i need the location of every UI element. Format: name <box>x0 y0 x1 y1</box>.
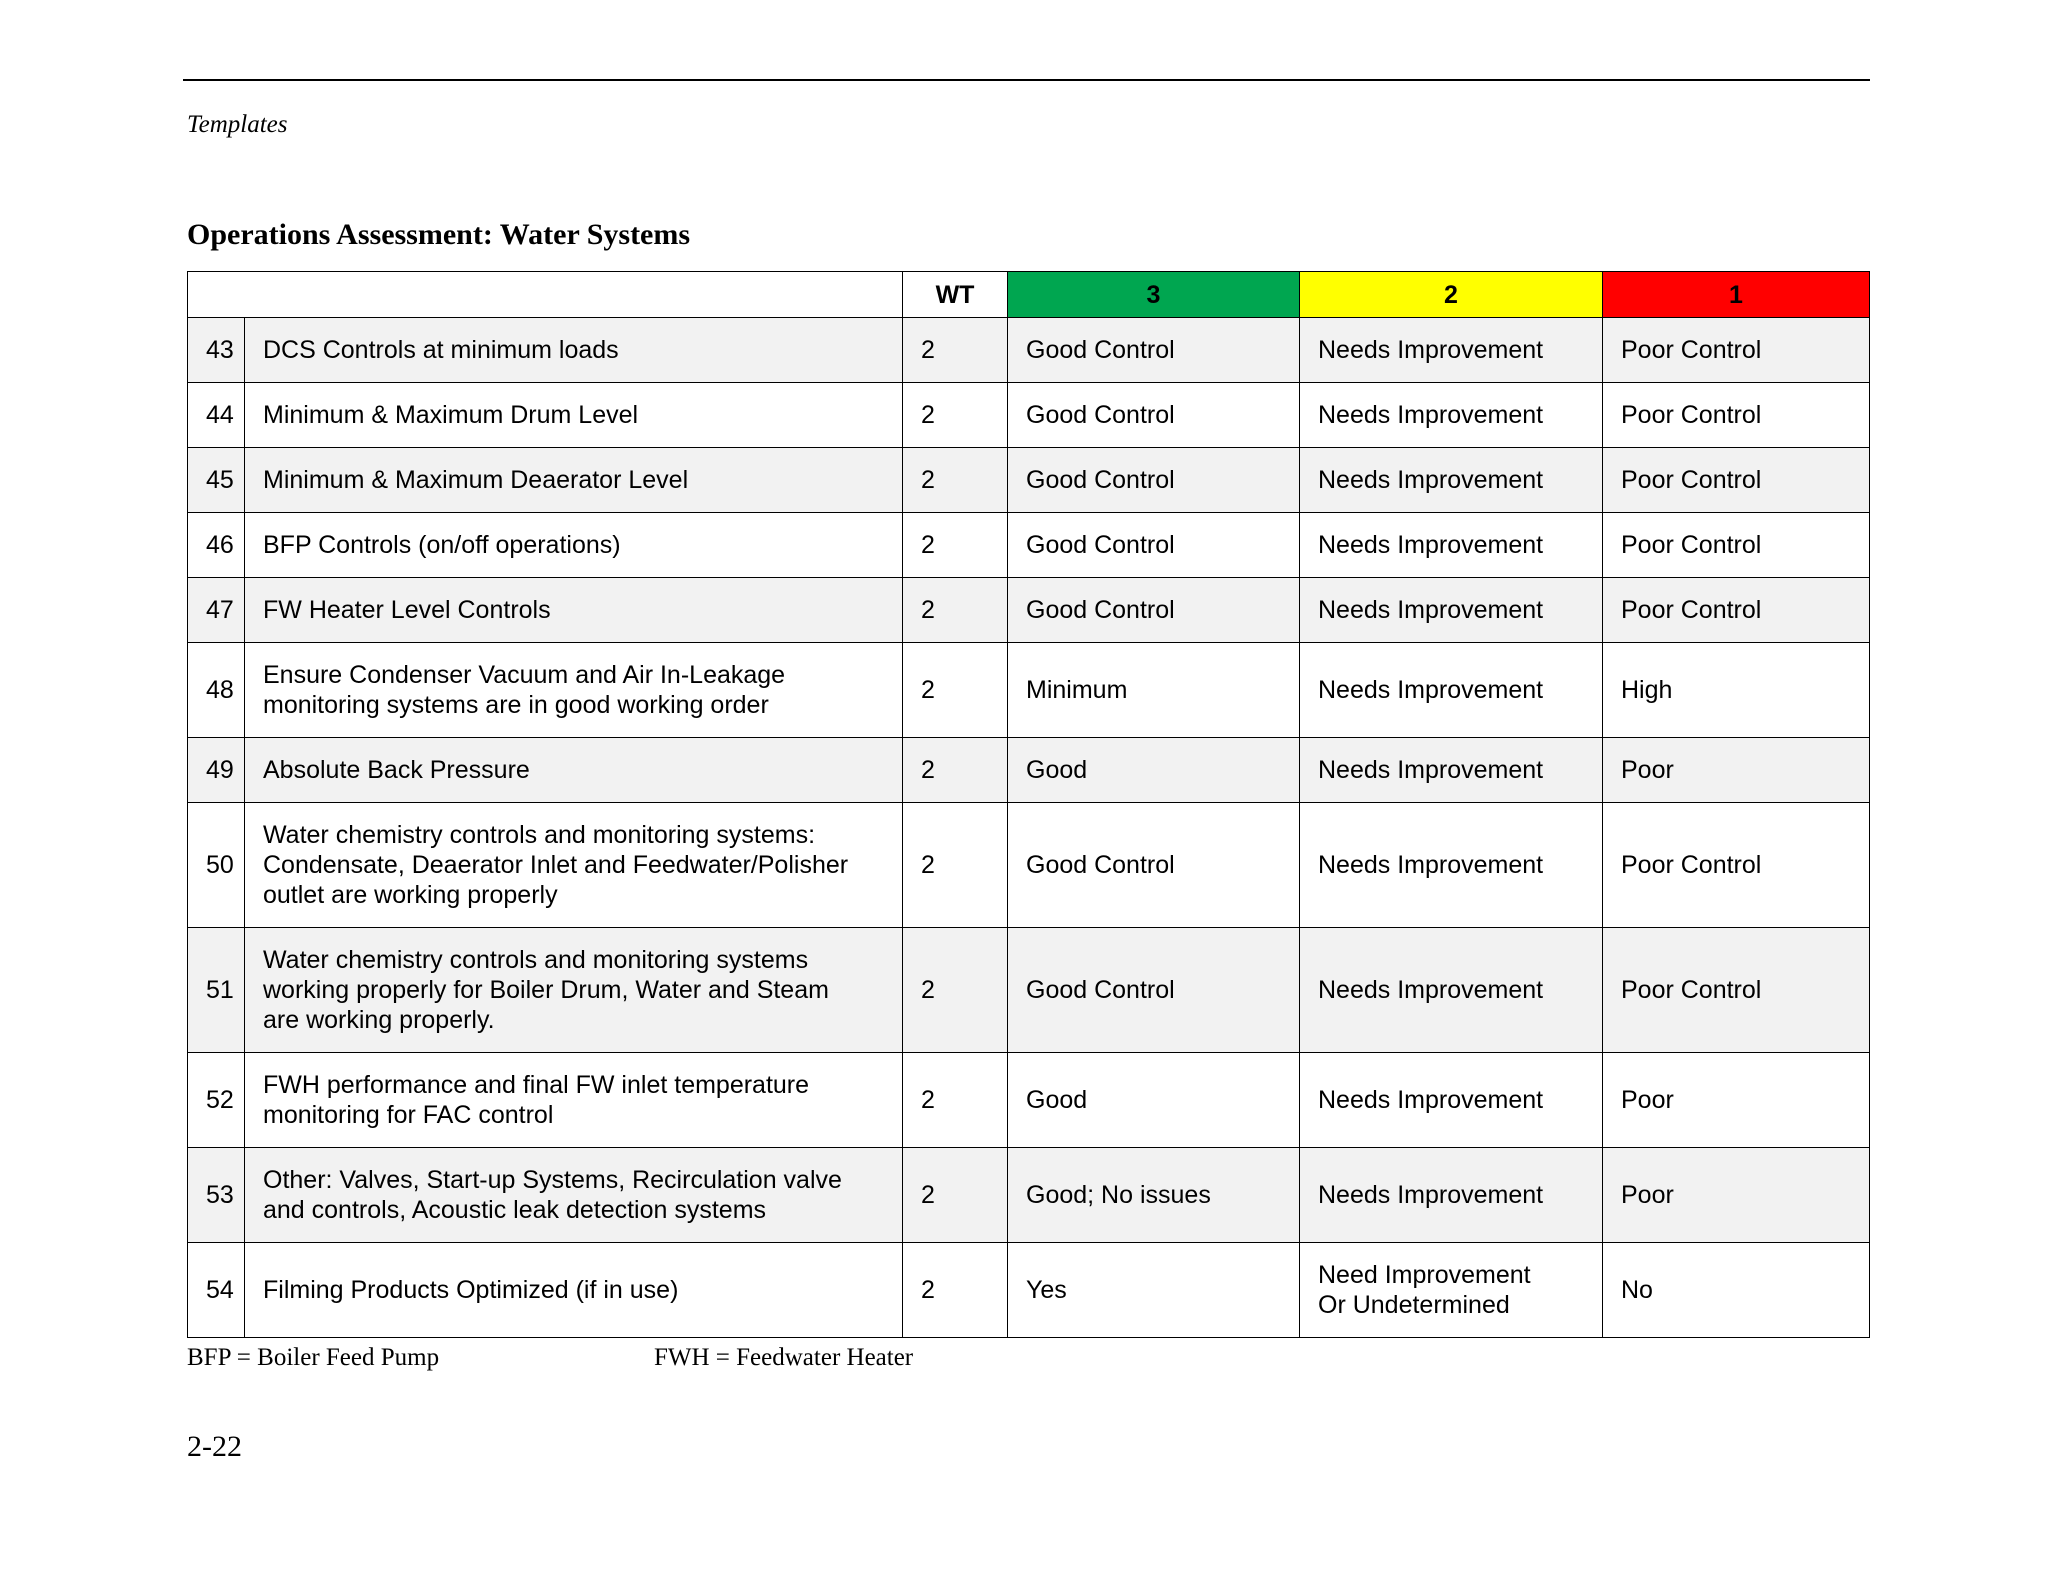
row-weight: 2 <box>903 578 1008 643</box>
row-number: 44 <box>188 383 245 448</box>
row-score-3: Good; No issues <box>1008 1148 1300 1243</box>
row-weight: 2 <box>903 643 1008 738</box>
row-score-3: Good Control <box>1008 383 1300 448</box>
assessment-table <box>187 271 1870 1338</box>
table-row <box>188 928 1870 1053</box>
footnote-bfp: BFP = Boiler Feed Pump <box>187 1344 440 1371</box>
row-score-3: Good Control <box>1008 578 1300 643</box>
row-weight: 2 <box>903 738 1008 803</box>
running-head: Templates <box>187 111 288 138</box>
table-row <box>188 1053 1870 1148</box>
table-row <box>188 738 1870 803</box>
row-score-2: Needs Improvement <box>1300 513 1603 578</box>
row-number: 53 <box>188 1148 245 1243</box>
row-weight: 2 <box>903 318 1008 383</box>
header-blank-cell <box>188 272 903 318</box>
row-score-2: Needs Improvement <box>1300 578 1603 643</box>
table-row <box>188 383 1870 448</box>
row-item-line: Condensate, Deaerator Inlet and Feedwater/Polisher <box>263 851 849 879</box>
row-score-2: Needs Improvement <box>1300 318 1603 383</box>
table-row <box>188 578 1870 643</box>
row-number: 45 <box>188 448 245 513</box>
header-score-3: 3 <box>1008 272 1300 318</box>
row-number: 52 <box>188 1053 245 1148</box>
row-score-3: Good Control <box>1008 928 1300 1053</box>
row-number: 47 <box>188 578 245 643</box>
row-weight: 2 <box>903 803 1008 928</box>
row-score-3: Minimum <box>1008 643 1300 738</box>
header-score-2: 2 <box>1300 272 1603 318</box>
table-row <box>188 643 1870 738</box>
row-score-1: No <box>1603 1243 1870 1338</box>
row-score-3: Good Control <box>1008 803 1300 928</box>
row-score-1: Poor Control <box>1603 383 1870 448</box>
header-wt: WT <box>903 272 1008 318</box>
row-weight: 2 <box>903 513 1008 578</box>
row-item: BFP Controls (on/off operations) <box>245 513 903 578</box>
row-item <box>245 1053 903 1148</box>
row-score-3: Good <box>1008 1053 1300 1148</box>
row-score-1: Poor Control <box>1603 448 1870 513</box>
table-row <box>188 513 1870 578</box>
row-item-line: Ensure Condenser Vacuum and Air In-Leakage <box>263 661 786 689</box>
row-item-line: and controls, Acoustic leak detection systems <box>263 1196 767 1224</box>
row-score-2: Needs Improvement <box>1300 1148 1603 1243</box>
table-row <box>188 1148 1870 1243</box>
row-number: 48 <box>188 643 245 738</box>
row-item-line: outlet are working properly <box>263 881 558 909</box>
row-score-3: Good <box>1008 738 1300 803</box>
page-title: Operations Assessment: Water Systems <box>187 218 691 251</box>
table-row <box>188 803 1870 928</box>
row-item: Minimum & Maximum Drum Level <box>245 383 903 448</box>
row-score-1: Poor Control <box>1603 513 1870 578</box>
table-header-row <box>188 272 1870 318</box>
row-item <box>245 803 903 928</box>
row-number: 54 <box>188 1243 245 1338</box>
row-item <box>245 928 903 1053</box>
row-score-2: Needs Improvement <box>1300 803 1603 928</box>
row-score-3: Good Control <box>1008 448 1300 513</box>
row-score-2-line: Need Improvement <box>1318 1261 1531 1289</box>
row-item-line: Water chemistry controls and monitoring systems <box>263 946 809 974</box>
row-item: Minimum & Maximum Deaerator Level <box>245 448 903 513</box>
row-score-1: High <box>1603 643 1870 738</box>
row-item-line: FWH performance and final FW inlet temperature <box>263 1071 810 1099</box>
row-score-3: Good Control <box>1008 318 1300 383</box>
row-item: Filming Products Optimized (if in use) <box>245 1243 903 1338</box>
row-item: FW Heater Level Controls <box>245 578 903 643</box>
row-score-1: Poor <box>1603 738 1870 803</box>
row-score-1: Poor Control <box>1603 928 1870 1053</box>
row-score-2: Needs Improvement <box>1300 738 1603 803</box>
row-score-1: Poor Control <box>1603 803 1870 928</box>
row-score-1: Poor Control <box>1603 578 1870 643</box>
row-number: 46 <box>188 513 245 578</box>
row-number: 49 <box>188 738 245 803</box>
row-item-line: monitoring systems are in good working order <box>263 691 769 719</box>
row-weight: 2 <box>903 1148 1008 1243</box>
table-row <box>188 448 1870 513</box>
row-score-2: Needs Improvement <box>1300 643 1603 738</box>
footnote-fwh: FWH = Feedwater Heater <box>654 1344 914 1371</box>
row-weight: 2 <box>903 383 1008 448</box>
row-item-line: working properly for Boiler Drum, Water and Steam <box>263 976 829 1004</box>
row-item-line: monitoring for FAC control <box>263 1101 554 1129</box>
row-weight: 2 <box>903 928 1008 1053</box>
row-score-2: Needs Improvement <box>1300 448 1603 513</box>
row-score-2 <box>1300 1243 1603 1338</box>
row-weight: 2 <box>903 1053 1008 1148</box>
row-number: 50 <box>188 803 245 928</box>
row-score-2: Needs Improvement <box>1300 1053 1603 1148</box>
row-item <box>245 643 903 738</box>
row-item-line: are working properly. <box>263 1006 495 1034</box>
table-row <box>188 318 1870 383</box>
row-score-1: Poor <box>1603 1148 1870 1243</box>
row-score-2: Needs Improvement <box>1300 383 1603 448</box>
row-score-3: Good Control <box>1008 513 1300 578</box>
row-score-2-line: Or Undetermined <box>1318 1291 1510 1319</box>
table-row <box>188 1243 1870 1338</box>
header-rule <box>183 79 1870 81</box>
row-item-line: Other: Valves, Start-up Systems, Recirculation valve <box>263 1166 842 1194</box>
row-number: 43 <box>188 318 245 383</box>
header-score-1: 1 <box>1603 272 1870 318</box>
row-item: Absolute Back Pressure <box>245 738 903 803</box>
row-item-line: Water chemistry controls and monitoring systems: <box>263 821 816 849</box>
row-score-1: Poor Control <box>1603 318 1870 383</box>
row-score-1: Poor <box>1603 1053 1870 1148</box>
row-weight: 2 <box>903 1243 1008 1338</box>
row-score-2: Needs Improvement <box>1300 928 1603 1053</box>
row-weight: 2 <box>903 448 1008 513</box>
row-item <box>245 1148 903 1243</box>
page-number: 2-22 <box>187 1430 242 1463</box>
row-score-3: Yes <box>1008 1243 1300 1338</box>
row-number: 51 <box>188 928 245 1053</box>
row-item: DCS Controls at minimum loads <box>245 318 903 383</box>
